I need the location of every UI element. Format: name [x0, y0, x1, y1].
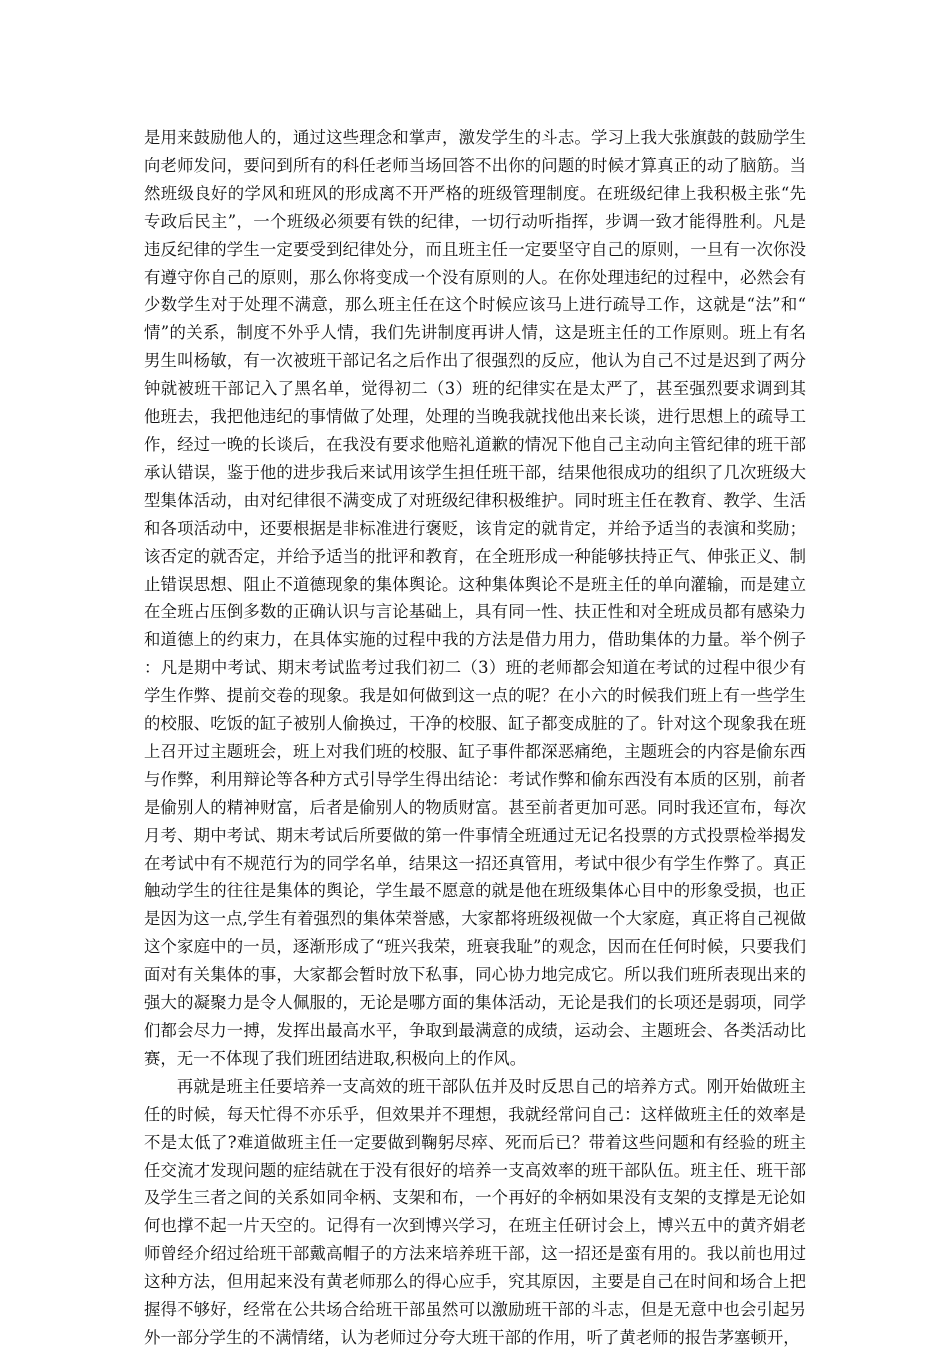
document-body [144, 124, 806, 1352]
paragraph-2: 再就是班主任要培养一支高效的班干部队伍并及时反思自己的培养方式。刚开始做班主任的时候，每天忙得不亦乐乎，但效果并不理想，我就经常问自己：这样做班主任的效率是不是太低了?难道做班主任一定要做到鞠躬尽瘁、死而后已？带着这些问题和有经验的班主任交流才发现问题的症结就在于没有很好的培养一支高效率的班干部队伍。班主任、班干部及学生三者之间的关系如同伞柄、支架和布，一个再好的伞柄如果没有支架的支撑是无论如何也撑不起一片天空的。记得有一次到博兴学习，在班主任研讨会上，博兴五中的黄齐娟老师曾经介绍过给班干部戴高帽子的方法来培养班干部，这一招还是蛮有用的。我以前也用过这种方法，但用起来没有黄老师那么的得心应手，究其原因，主要是自己在时间和场合上把握得不够好，经常在公共场合给班干部虽然可以激励班干部的斗志，但是无意中也会引起另外一部分学生的不满情绪，认为老师过分夸大班干部的作用，听了黄老师的报告茅塞顿开， [144, 1076, 806, 1347]
paragraph-1: 是用来鼓励他人的，通过这些理念和掌声，激发学生的斗志。学习上我大张旗鼓的鼓励学生向老师发问，要问到所有的科任老师当场回答不出你的问题的时候才算真正的动了脑筋。当然班级良好的学风和班风的形成离不开严格的班级管理制度。在班级纪律上我积极主张“先专政后民主”，一个班级必须要有铁的纪律，一切行动听指挥，步调一致才能得胜利。凡是违反纪律的学生一定要受到纪律处分，而且班主任一定要坚守自己的原则，一旦有一次你没有遵守你自己的原则，那么你将变成一个没有原则的人。在你处理违纪的过程中，必然会有少数学生对于处理不满意，那么班主任在这个时候应该马上进行疏导工作，这就是“法”和“情”的关系，制度不外乎人情，我们先讲制度再讲人情，这是班主任的工作原则。班上有名男生叫杨敏，有一次被班干部记名之后作出了很强烈的反应，他认为自己不过是迟到了两分钟就被班干部记入了黑名单，觉得初二（3）班的纪律实在是太严了，甚至强烈要求调到其他班去，我把他违纪的事情做了处理，处理的当晚我就找他出来长谈，进行思想上的疏导工作，经过一晚的长谈后，在我没有要求他赔礼道歉的情况下他自己主动向主管纪律的班干部承认错误，鉴于他的进步我后来试用该学生担任班干部，结果他很成功的组织了几次班级大型集体活动，由对纪律很不满变成了对班级纪律积极维护。同时班主任在教育、教学、生活和各项活动中，还要根据是非标准进行褒贬，该肯定的就肯定，并给予适当的表演和奖励；该否定的就否定，并给予适当的批评和教育，在全班形成一种能够扶持正气、伸张正义、制止错误思想、阻止不道德现象的集体舆论。这种集体舆论不是班主任的单向灌输，而是建立在全班占压倒多数的正确认识与言论基础上，具有同一性、扶正性和对全班成员都有感染力和道德上的约束力，在具体实施的过程中我的方法是借力用力，借助集体的力量。举个例子：凡是期中考试、期末考试监考过我们初二（3）班的老师都会知道在考试的过程中很少有学生作弊、提前交卷的现象。我是如何做到这一点的呢？在小六的时候我们班上有一些学生的校服、吃饭的缸子被别人偷换过，干净的校服、缸子都变成脏的了。针对这个现象我在班上召开过主题班会，班上对我们班的校服、缸子事件都深恶痛绝，主题班会的内容是偷东西与作弊，利用辩论等各种方式引导学生得出结论：考试作弊和偷东西没有本质的区别，前者是偷别人的精神财富，后者是偷别人的物质财富。甚至前者更加可恶。同时我还宣布，每次月考、期中考试、期末考试后所要做的第一件事情全班通过无记名投票的方式投票检举揭发在考试中有不规范行为的同学名单，结果这一招还真管用，考试中很少有学生作弊了。真正触动学生的往往是集体的舆论，学生最不愿意的就是他在班级集体心目中的形象受损，也正是因为这一点,学生有着强烈的集体荣誉感，大家都将班级视做一个大家庭，真正将自己视做这个家庭中的一员，逐渐形成了“班兴我荣，班衰我耻”的观念，因而在任何时候，只要我们面对有关集体的事，大家都会暂时放下私事，同心协力地完成它。所以我们班所表现出来的强大的凝聚力是令人佩服的，无论是哪方面的集体活动，无论是我们的长项还是弱项，同学们都会尽力一搏，发挥出最高水平，争取到最满意的成绩，运动会、主题班会、各类活动比赛，无一不体现了我们班团结进取,积极向上的作风。 [144, 128, 806, 1068]
